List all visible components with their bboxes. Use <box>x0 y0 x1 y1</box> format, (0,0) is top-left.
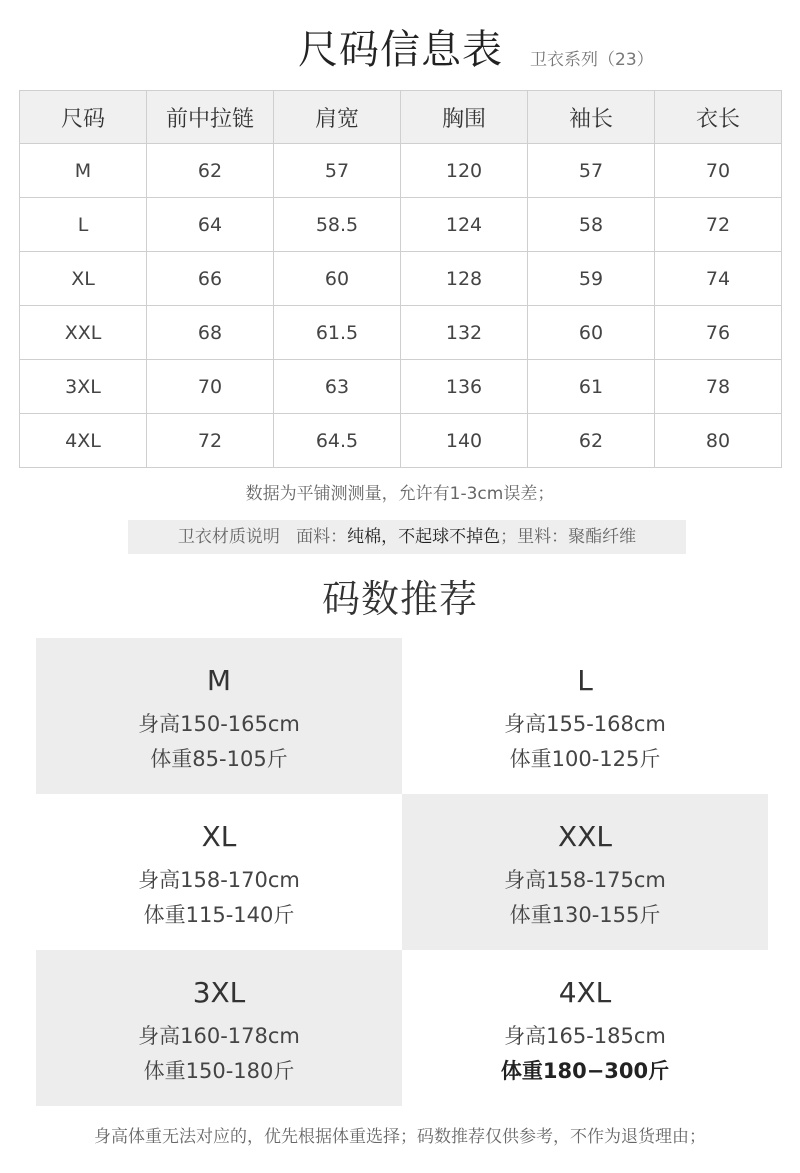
card-height: 身高155-168cm <box>504 712 666 736</box>
table-cell: 4XL <box>20 414 147 468</box>
material-info-bar <box>128 520 686 554</box>
table-header-row <box>20 91 782 144</box>
table-cell: 74 <box>655 252 782 306</box>
card-size: XXL <box>558 820 612 853</box>
table-cell: 72 <box>655 198 782 252</box>
measurement-note: 数据为平铺测测量，允许有1-3cm误差； <box>245 484 555 504</box>
card-height: 身高160-178cm <box>138 1024 300 1048</box>
column-header-shoulder: 肩宽 <box>274 91 401 144</box>
column-header-size: 尺码 <box>20 91 147 144</box>
table-cell: 64 <box>147 198 274 252</box>
table-cell: 78 <box>655 360 782 414</box>
recommendation-card-3xl <box>36 950 402 1106</box>
table-row <box>20 306 782 360</box>
fabric-label: 面料： <box>296 527 348 547</box>
table-cell: 128 <box>401 252 528 306</box>
table-cell: M <box>20 144 147 198</box>
table-cell: 3XL <box>20 360 147 414</box>
footer-note: 身高体重无法对应的，优先根据体重选择；码数推荐仅供参考，不作为退货理由； <box>94 1127 706 1147</box>
recommendation-card-xl <box>36 794 402 950</box>
material-label: 卫衣材质说明 <box>177 527 280 547</box>
fabric-value: 纯棉，不起球不掉色 <box>347 527 501 547</box>
table-cell: XXL <box>20 306 147 360</box>
recommendation-title: 码数推荐 <box>321 577 478 621</box>
table-cell: 57 <box>528 144 655 198</box>
card-height: 身高158-170cm <box>138 868 300 892</box>
table-cell: 62 <box>147 144 274 198</box>
table-cell: 59 <box>528 252 655 306</box>
table-cell: 58 <box>528 198 655 252</box>
card-size: XL <box>201 820 237 853</box>
card-weight: 体重150-180斤 <box>143 1059 295 1083</box>
size-table <box>19 90 782 468</box>
material-separator: ； <box>500 527 518 547</box>
table-cell: 58.5 <box>274 198 401 252</box>
table-cell: 140 <box>401 414 528 468</box>
card-size: M <box>206 664 232 697</box>
recommendation-card-m <box>36 638 402 794</box>
column-header-zipper: 前中拉链 <box>147 91 274 144</box>
table-cell: 57 <box>274 144 401 198</box>
card-size: 4XL <box>558 976 612 1009</box>
column-header-chest: 胸围 <box>401 91 528 144</box>
table-cell: 70 <box>655 144 782 198</box>
table-cell: 70 <box>147 360 274 414</box>
table-cell: 76 <box>655 306 782 360</box>
table-cell: 136 <box>401 360 528 414</box>
card-height: 身高165-185cm <box>504 1024 666 1048</box>
table-cell: L <box>20 198 147 252</box>
table-row <box>20 144 782 198</box>
table-cell: 60 <box>274 252 401 306</box>
page-header <box>0 22 800 82</box>
table-cell: 124 <box>401 198 528 252</box>
table-cell: 63 <box>274 360 401 414</box>
table-cell: 72 <box>147 414 274 468</box>
recommendation-card-l <box>402 638 768 794</box>
table-cell: 120 <box>401 144 528 198</box>
lining-value: 聚酯纤维 <box>568 527 637 547</box>
recommendation-grid <box>36 638 768 1106</box>
card-weight: 体重100-125斤 <box>509 747 661 771</box>
page-title: 尺码信息表 <box>298 27 503 73</box>
table-row <box>20 252 782 306</box>
recommendation-card-xxl <box>402 794 768 950</box>
recommendation-card-4xl <box>402 950 768 1106</box>
card-size: 3XL <box>192 976 246 1009</box>
table-cell: 66 <box>147 252 274 306</box>
card-weight: 体重115-140斤 <box>143 903 295 927</box>
card-weight: 体重85-105斤 <box>150 747 288 771</box>
column-header-length: 衣长 <box>655 91 782 144</box>
table-row <box>20 360 782 414</box>
card-size: L <box>577 664 593 697</box>
table-cell: 80 <box>655 414 782 468</box>
card-height: 身高158-175cm <box>504 868 666 892</box>
table-cell: 62 <box>528 414 655 468</box>
table-cell: XL <box>20 252 147 306</box>
table-row <box>20 198 782 252</box>
page-subtitle: 卫衣系列（23） <box>530 50 654 70</box>
table-cell: 132 <box>401 306 528 360</box>
table-cell: 64.5 <box>274 414 401 468</box>
table-row <box>20 414 782 468</box>
table-cell: 61.5 <box>274 306 401 360</box>
card-weight: 体重130-155斤 <box>509 903 661 927</box>
table-cell: 61 <box>528 360 655 414</box>
lining-label: 里料： <box>517 527 569 547</box>
card-weight: 体重180−300斤 <box>500 1059 670 1083</box>
table-cell: 68 <box>147 306 274 360</box>
table-cell: 60 <box>528 306 655 360</box>
column-header-sleeve: 袖长 <box>528 91 655 144</box>
card-height: 身高150-165cm <box>138 712 300 736</box>
